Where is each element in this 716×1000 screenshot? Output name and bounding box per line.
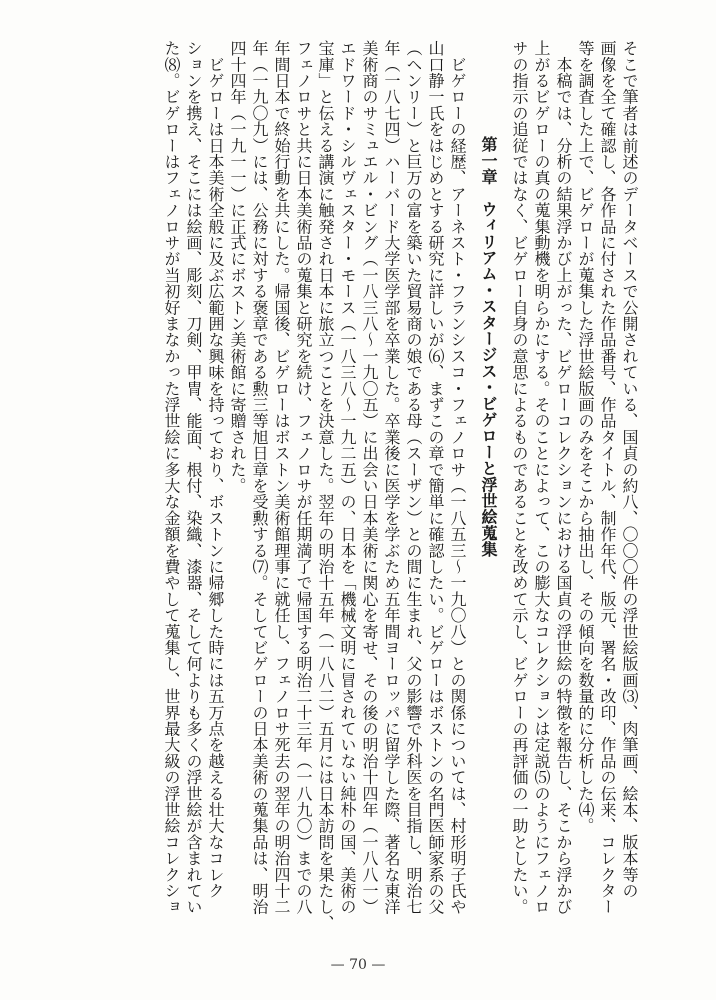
text-column: 四十四年（一九一一）に正式にボストン美術館に寄贈された。 xyxy=(228,40,247,494)
text-column: サの指示の追従ではなく、ビゲロー自身の意思によるものであることを改めて示し、ビゲローの再評価の一助としたい。 xyxy=(510,40,529,915)
chapter-heading: 第一章 ウィリアム・スタージス・ビゲローと浮世絵蒐集 xyxy=(479,136,498,558)
body-text xyxy=(78,40,640,940)
text-column: 山口静一氏をはじめとする研究に詳しいが⑹、まずこの章で簡単に確認したい。ビゲローはボストンの名門医師家系の父 xyxy=(426,40,445,915)
text-column: （ヘンリー）と巨万の富を築いた貿易商の娘である母（スーザン）との間に生まれ、父の影響で外科医を目指し、明治七 xyxy=(404,40,423,915)
text-column: 上がるビゲローの真の蒐集動機を明らかにする。そのことによって、この膨大なコレクションは定説⑸のようにフェノロ xyxy=(532,40,551,915)
text-column: ションを携え、そこには絵画、彫刻、刀剣、甲冑、能面、根付、染織、漆器、そして何よりも多くの浮世絵が含まれてい xyxy=(184,40,203,915)
text-column: 美術商のサミュエル・ビング（一八三八〜一九〇五）に出会い日本美術に関心を寄せ、その後の明治十四年（一八八一） xyxy=(360,40,379,915)
text-column: エドワード・シルヴェスター・モース（一八三八〜一九二五）の、日本を「機械文明に冒されていない純朴の国、美術の xyxy=(338,40,357,915)
page-number: — 70 — xyxy=(330,957,386,973)
text-column: た⑻。ビゲローはフェノロサが当初好まなかった浮世絵に多大な金額を費やして蒐集し、世界最大級の浮世絵コレクショ xyxy=(162,40,181,915)
text-column: 宝庫」と伝える講演に触発され日本に旅立つことを決意した。翌年の明治十五年（一八八二）五月には日本訪問を果たし、 xyxy=(316,40,335,931)
text-column: ビゲローの経歴、アーネスト・フランシスコ・フェノロサ（一八五三〜一九〇八）との関係については、村形明子氏や xyxy=(448,40,467,915)
text-column: 年（一八七四）ハーバード大学医学部を卒業した。卒業後に医学を学ぶため五年間ヨーロッパに留学した際、著名な東洋 xyxy=(382,40,401,915)
text-column: ビゲローは日本美術全般に及ぶ広範囲な興味を持っており、ボストンに帰郷した時には五万点を越える壮大なコレク xyxy=(206,40,225,899)
text-column: 年間日本で終始行動を共にした。帰国後、ビゲローはボストン美術館理事に就任し、フェノロサ死去の翌年の明治四十二 xyxy=(272,40,291,915)
text-column: 本稿では、分析の結果浮かび上がった、ビゲローコレクションにおける国貞の浮世絵の特徴を報告し、そこから浮かび xyxy=(554,40,573,915)
text-column: 画像を全て確認し、各作品に付された作品番号、作品タイトル、制作年代、版元、署名・改印、作品の伝来、コレクター xyxy=(598,40,617,915)
text-column: フェノロサと共に日本美術品の蒐集と研究を続け、フェノロサが任期満了で帰国する明治二十三年（一八九〇）までの八 xyxy=(294,40,313,915)
text-column: 年（一九〇九）には、公務に対する褒章である勲三等旭日章を受勲する⑺。そしてビゲローの日本美術の蒐集品は、明治 xyxy=(250,40,269,915)
text-column: そこで筆者は前述のデータベースで公開されている、国貞の約八、〇〇〇件の浮世絵版画⑶、肉筆画、絵本、版本等の xyxy=(620,40,639,899)
text-column: 等を調査した上で、ビゲローが蒐集した浮世絵版画のみをそこから抽出し、その傾向を数量的に分析した⑷。 xyxy=(576,40,595,834)
